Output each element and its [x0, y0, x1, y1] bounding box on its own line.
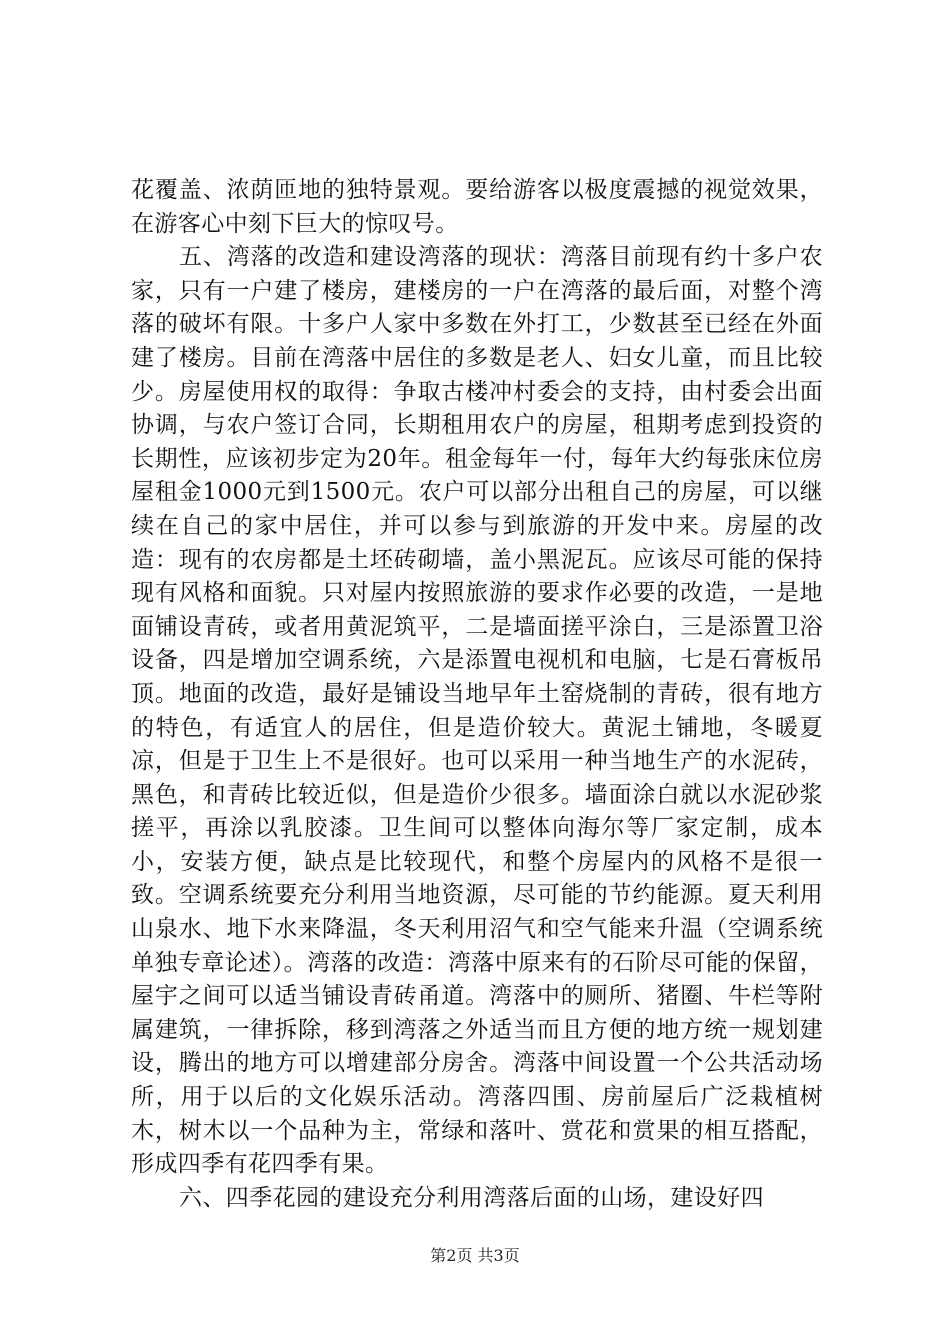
document-body — [131, 174, 823, 1215]
paragraph-section-five: 五、湾落的改造和建设湾落的现状：湾落目前现有约十多户农家，只有一户建了楼房，建楼房的一户在湾落的最后面，对整个湾落的破坏有限。十多户人家中多数在外打工，少数甚至已经在外面建了楼房。目前在湾落中居住的多数是老人、妇女儿童，而且比较少。房屋使用权的取得：争取古楼冲村委会的支持，由村委会出面协调，与农户签订合同，长期租用农户的房屋，租期考虑到投资的长期性，应该初步定为20年。租金每年一付，每年大约每张床位房屋租金1000元到1500元。农户可以部分出租自己的房屋，可以继续在自己的家中居住，并可以参与到旅游的开发中来。房屋的改造：现有的农房都是土坯砖砌墙，盖小黑泥瓦。应该尽可能的保持现有风格和面貌。只对屋内按照旅游的要求作必要的改造，一是地面铺设青砖，或者用黄泥筑平，二是墙面搓平涂白，三是添置卫浴设备，四是增加空调系统，六是添置电视机和电脑，七是石膏板吊顶。地面的改造，最好是铺设当地早年土窑烧制的青砖，很有地方的特色，有适宜人的居住，但是造价较大。黄泥土铺地，冬暖夏凉，但是于卫生上不是很好。也可以采用一种当地生产的水泥砖，黑色，和青砖比较近似，但是造价少很多。墙面涂白就以水泥砂浆搓平，再涂以乳胶漆。卫生间可以整体向海尔等厂家定制，成本小，安装方便，缺点是比较现代，和整个房屋内的风格不是很一致。空调系统要充分利用当地资源，尽可能的节约能源。夏天利用山泉水、地下水来降温，冬天利用沼气和空气能来升温（空调系统单独专章论述）。湾落的改造：湾落中原来有的石阶尽可能的保留，屋宇之间可以适当铺设青砖甬道。湾落中的厕所、猪圈、牛栏等附属建筑，一律拆除，移到湾落之外适当而且方便的地方统一规划建设，腾出的地方可以增建部分房舍。湾落中间设置一个公共活动场所，用于以后的文化娱乐活动。湾落四围、房前屋后广泛栽植树木，树木以一个品种为主，常绿和落叶、赏花和赏果的相互搭配，形成四季有花四季有果。 — [131, 244, 823, 1178]
paragraph-section-six: 六、四季花园的建设充分利用湾落后面的山场，建设好四 — [179, 1184, 764, 1211]
paragraph-continuation: 花覆盖、浓荫匝地的独特景观。要给游客以极度震撼的视觉效果，在游客心中刻下巨大的惊叹号。 — [131, 177, 823, 237]
page-number-footer: 第2页 共3页 — [430, 1246, 520, 1265]
